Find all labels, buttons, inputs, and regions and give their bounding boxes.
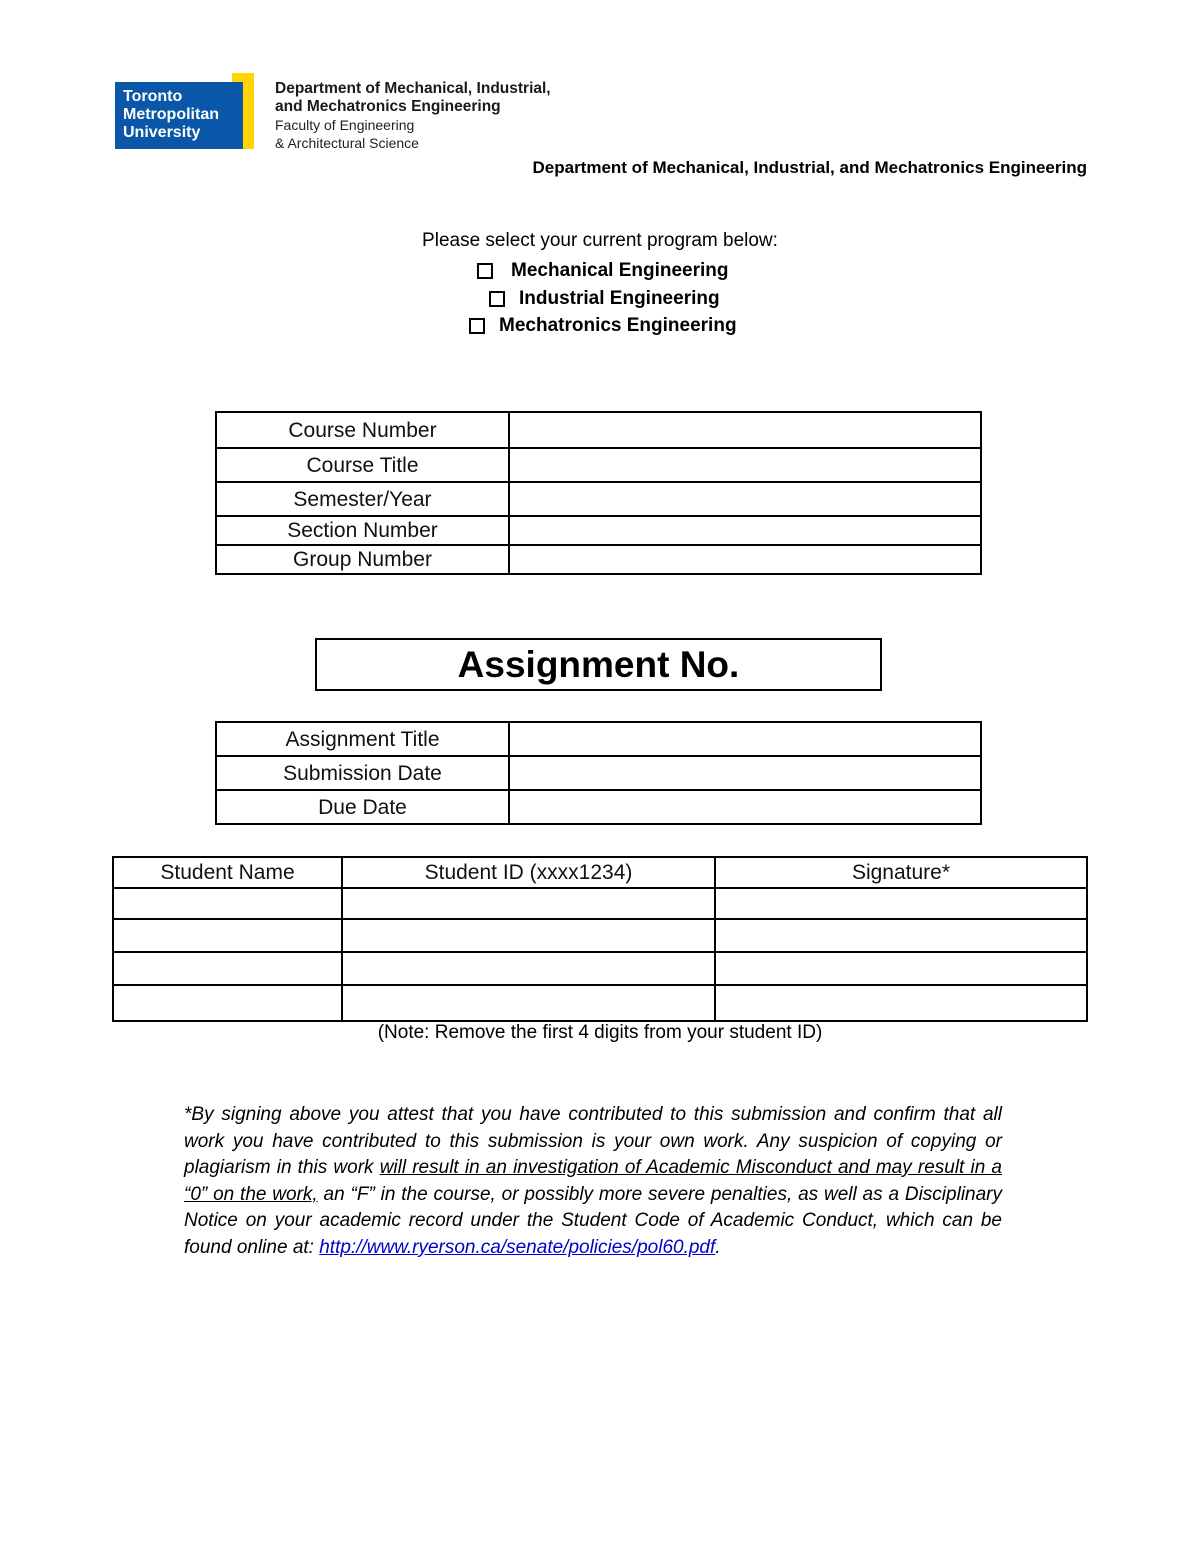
table-row — [113, 952, 1087, 985]
program-option-industrial[interactable] — [489, 288, 720, 310]
attestation-text — [184, 1102, 1002, 1261]
table-row — [216, 545, 981, 574]
field-label: Submission Date — [216, 756, 509, 790]
logo-wordmark-line: University — [123, 124, 201, 141]
logo-line: Department of Mechanical, Industrial, — [275, 80, 551, 97]
program-option-label: Mechanical Engineering — [511, 260, 729, 281]
due-date-field[interactable] — [509, 790, 981, 824]
table-row — [216, 790, 981, 824]
table-row — [113, 985, 1087, 1021]
section-number-field[interactable] — [509, 516, 981, 545]
table-row — [216, 448, 981, 482]
field-label: Due Date — [216, 790, 509, 824]
student-id-note: (Note: Remove the first 4 digits from your student ID) — [377, 1022, 823, 1043]
attestation-underlined: will result in an investigation of Academic Misconduct and may result in a “0” on the work, — [184, 1157, 1003, 1205]
table-row — [216, 756, 981, 790]
field-label: Semester/Year — [216, 482, 509, 516]
submission-date-field[interactable] — [509, 756, 981, 790]
student-id-cell[interactable] — [342, 919, 715, 952]
table-row — [216, 482, 981, 516]
logo-line: & Architectural Science — [275, 135, 419, 151]
table-row — [216, 516, 981, 545]
column-header: Signature* — [715, 857, 1087, 888]
column-header: Student Name — [113, 857, 342, 888]
program-option-mechatronics[interactable] — [469, 315, 737, 337]
signature-cell[interactable] — [715, 985, 1087, 1021]
program-option-label: Industrial Engineering — [519, 288, 720, 309]
course-title-field[interactable] — [509, 448, 981, 482]
semester-year-field[interactable] — [509, 482, 981, 516]
checkbox[interactable] — [469, 318, 485, 334]
attestation-end: . — [715, 1236, 721, 1258]
student-id-cell[interactable] — [342, 888, 715, 919]
assignment-heading: Assignment No. — [315, 638, 882, 691]
policy-link[interactable]: http://www.ryerson.ca/senate/policies/pol60.pdf — [319, 1236, 716, 1258]
student-id-cell[interactable] — [342, 952, 715, 985]
signature-cell[interactable] — [715, 919, 1087, 952]
logo-line: Faculty of Engineering — [275, 117, 415, 133]
program-option-label: Mechatronics Engineering — [499, 315, 737, 336]
student-name-cell[interactable] — [113, 985, 342, 1021]
checkbox[interactable] — [489, 291, 505, 307]
student-table — [112, 856, 1088, 1022]
table-row — [216, 412, 981, 448]
table-row — [216, 722, 981, 756]
student-name-cell[interactable] — [113, 952, 342, 985]
signature-cell[interactable] — [715, 952, 1087, 985]
attestation-part: an “F” in the course, or possibly more severe penalties, as well as a Disciplinary Notice on your academic record under the Student Code of Academic Conduct, which can be found online at: — [184, 1183, 1003, 1258]
logo-line: and Mechatronics Engineering — [275, 98, 501, 115]
course-info-table — [215, 411, 982, 575]
table-row — [113, 919, 1087, 952]
field-label: Group Number — [216, 545, 509, 574]
table-header-row — [113, 857, 1087, 888]
field-label: Course Title — [216, 448, 509, 482]
student-name-cell[interactable] — [113, 919, 342, 952]
attestation-part: *By signing above you attest that you have contributed to this submission and confirm that all work you have contributed to this submission is your own work. Any suspicion of copying or plagiarism in this work — [184, 1104, 1002, 1178]
student-id-cell[interactable] — [342, 985, 715, 1021]
signature-cell[interactable] — [715, 888, 1087, 919]
field-label: Section Number — [216, 516, 509, 545]
course-number-field[interactable] — [509, 412, 981, 448]
table-row — [113, 888, 1087, 919]
assignment-title-field[interactable] — [509, 722, 981, 756]
field-label: Course Number — [216, 412, 509, 448]
logo-wordmark-line: Toronto — [123, 88, 183, 105]
field-label: Assignment Title — [216, 722, 509, 756]
program-option-mechanical[interactable] — [477, 260, 729, 282]
student-name-cell[interactable] — [113, 888, 342, 919]
logo-wordmark-line: Metropolitan — [123, 106, 219, 123]
logo-department-text — [275, 80, 595, 152]
program-prompt: Please select your current program below: — [422, 230, 778, 251]
group-number-field[interactable] — [509, 545, 981, 574]
assignment-info-table — [215, 721, 982, 825]
department-header: Department of Mechanical, Industrial, and Mechatronics Engineering — [532, 158, 1087, 177]
checkbox[interactable] — [477, 263, 493, 279]
university-logo — [115, 82, 243, 149]
column-header: Student ID (xxxx1234) — [342, 857, 715, 888]
